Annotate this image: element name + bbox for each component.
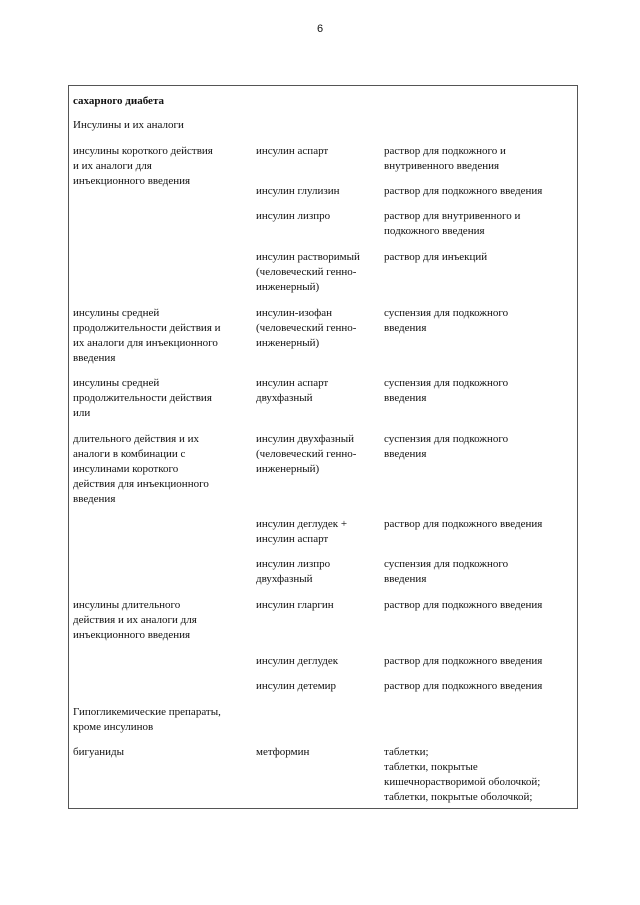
row-group: инсулины короткого действия и их аналоги для инъекционного введения — [73, 145, 213, 187]
row-form: раствор для подкожного и внутривенного введения — [384, 145, 506, 172]
row-form: раствор для подкожного введения — [384, 599, 543, 611]
row-group: инсулины средней продолжительности действия и их аналоги для инъекционного введения — [73, 307, 221, 364]
row-form: раствор для подкожного введения — [384, 680, 543, 692]
row-form: суспензия для подкожного введения — [384, 433, 509, 460]
row-form: таблетки; таблетки, покрытые кишечнорастворимой оболочкой; таблетки, покрытые оболочкой; — [384, 746, 541, 803]
row-drug: инсулин детемир — [256, 680, 337, 692]
row-drug: инсулин лизпро двухфазный — [256, 558, 331, 585]
section-title: сахарного диабета — [73, 95, 164, 107]
row-drug: инсулин аспарт двухфазный — [256, 377, 329, 404]
row-form: суспензия для подкожного введения — [384, 377, 509, 404]
row-group: бигуаниды — [73, 746, 124, 758]
subsection-hypoglycemic: Гипогликемические препараты, кроме инсулинов — [73, 706, 221, 733]
row-drug: инсулин глулизин — [256, 185, 340, 197]
subsection-insulins: Инсулины и их аналоги — [73, 119, 184, 131]
row-group: длительного действия и их аналоги в комбинации с инсулинами короткого действия для инъекционного введения — [73, 433, 209, 505]
row-form: раствор для подкожного введения — [384, 185, 543, 197]
row-drug: инсулин аспарт — [256, 145, 329, 157]
row-drug: инсулин растворимый (человеческий генно- инженерный) — [256, 251, 360, 293]
row-form: суспензия для подкожного введения — [384, 558, 509, 585]
row-drug: инсулин гларгин — [256, 599, 334, 611]
row-form: раствор для подкожного введения — [384, 655, 543, 667]
row-form: раствор для внутривенного и подкожного введения — [384, 210, 521, 237]
row-drug: метформин — [256, 746, 310, 758]
row-form: раствор для подкожного введения — [384, 518, 543, 530]
row-group: инсулины длительного действия и их аналоги для инъекционного введения — [73, 599, 197, 641]
page-number: 6 — [316, 23, 324, 35]
row-drug: инсулин-изофан (человеческий генно- инженерный) — [256, 307, 357, 349]
row-form: раствор для инъекций — [384, 251, 488, 263]
row-form: суспензия для подкожного введения — [384, 307, 509, 334]
row-drug: инсулин двухфазный (человеческий генно- инженерный) — [256, 433, 357, 475]
row-drug: инсулин деглудек + инсулин аспарт — [256, 518, 348, 545]
row-group: инсулины средней продолжительности действия или — [73, 377, 212, 419]
row-drug: инсулин лизпро — [256, 210, 331, 222]
row-drug: инсулин деглудек — [256, 655, 339, 667]
